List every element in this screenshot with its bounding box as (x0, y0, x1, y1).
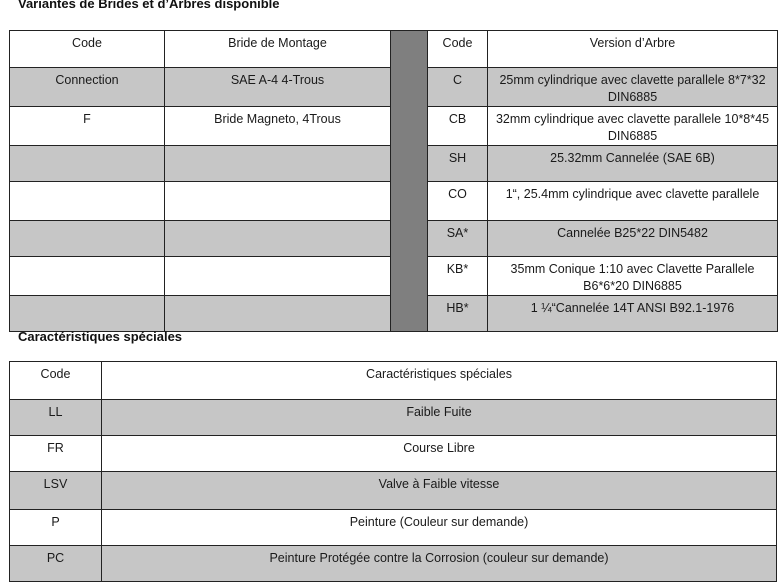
table-row (10, 436, 777, 472)
special-features-table (9, 361, 777, 582)
cell-feature: Peinture (Couleur sur demande) (102, 510, 777, 546)
header-feature: Caractéristiques spéciales (102, 362, 777, 400)
cell-shaft: 1 ¼“Cannelée 14T ANSI B92.1-1976 (488, 296, 778, 332)
variants-section-title: Variantes de Brides et d’Arbres disponible (18, 0, 280, 11)
cell-code: F (10, 107, 165, 146)
table-header-row (10, 31, 778, 68)
cell-code (10, 296, 165, 332)
cell-shaft-code: CB (428, 107, 488, 146)
table-row (10, 400, 777, 436)
header-code: Code (10, 362, 102, 400)
table-header-row (10, 362, 777, 400)
cell-shaft: 32mm cylindrique avec clavette parallele 10*8*45 DIN6885 (488, 107, 778, 146)
cell-shaft: 25mm cylindrique avec clavette parallele 8*7*32 DIN6885 (488, 68, 778, 107)
cell-code: P (10, 510, 102, 546)
header-shaft: Version d’Arbre (488, 31, 778, 68)
cell-shaft: 25.32mm Cannelée (SAE 6B) (488, 146, 778, 182)
cell-shaft-code: KB* (428, 257, 488, 296)
cell-code: FR (10, 436, 102, 472)
cell-code: LSV (10, 472, 102, 510)
cell-feature: Valve à Faible vitesse (102, 472, 777, 510)
cell-code (10, 257, 165, 296)
cell-code: LL (10, 400, 102, 436)
cell-feature: Faible Fuite (102, 400, 777, 436)
cell-feature: Peinture Protégée contre la Corrosion (couleur sur demande) (102, 546, 777, 582)
cell-flange: Bride Magneto, 4Trous (165, 107, 391, 146)
cell-code: Connection (10, 68, 165, 107)
header-flange: Bride de Montage (165, 31, 391, 68)
table-row (10, 472, 777, 510)
cell-code (10, 182, 165, 221)
cell-flange (165, 296, 391, 332)
separator-column (391, 31, 428, 332)
cell-shaft-code: SH (428, 146, 488, 182)
table-row (10, 546, 777, 582)
cell-shaft-code: SA* (428, 221, 488, 257)
cell-flange (165, 146, 391, 182)
cell-shaft: 1“, 25.4mm cylindrique avec clavette parallele (488, 182, 778, 221)
cell-flange (165, 221, 391, 257)
variants-table (9, 30, 778, 332)
cell-shaft-code: C (428, 68, 488, 107)
table-row (10, 510, 777, 546)
header-code-right: Code (428, 31, 488, 68)
cell-shaft-code: HB* (428, 296, 488, 332)
header-code-left: Code (10, 31, 165, 68)
cell-shaft-code: CO (428, 182, 488, 221)
cell-feature: Course Libre (102, 436, 777, 472)
special-section-title: Caractéristiques spéciales (18, 329, 183, 344)
cell-shaft: 35mm Conique 1:10 avec Clavette Parallele B6*6*20 DIN6885 (488, 257, 778, 296)
cell-code (10, 221, 165, 257)
cell-flange (165, 257, 391, 296)
cell-flange (165, 182, 391, 221)
cell-shaft: Cannelée B25*22 DIN5482 (488, 221, 778, 257)
cell-code: PC (10, 546, 102, 582)
cell-flange: SAE A-4 4-Trous (165, 68, 391, 107)
cell-code (10, 146, 165, 182)
